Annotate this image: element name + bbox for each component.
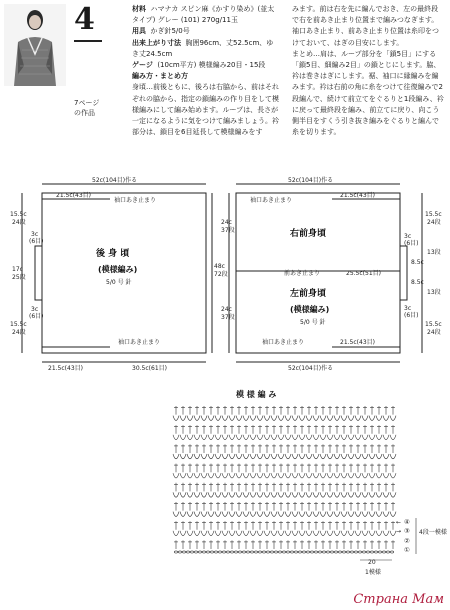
front-bottom-mark: 袖口あき止まり <box>262 339 305 346</box>
row-label-3: ③ <box>404 527 410 535</box>
row-label-4: ④ <box>404 518 410 526</box>
back-small-2: (6目) <box>29 238 44 245</box>
left-front-title: 左前身頃 <box>290 289 327 299</box>
size-line: 出来上がり寸法 胸囲96cm、丈52.5cm、ゆき丈24.5cm <box>132 38 274 58</box>
front-small-3: 3c <box>404 305 412 312</box>
back-hook: 5/0 号 針 <box>106 279 132 286</box>
finishing-text: まとめ…肩は、ループ部分を「鎖5目」にする「鎖5目、細編み2目」の鎖とじにします。脇、衿は巻きはぎにします。裾、袖口に縁編みを編みます。衿は右前の角に糸をつけて往復編みで2段編んで、続けて前立てをぐるりと1段編み、衿に戻って最終段を編み、前立てに戻り、向こう側半目をすくう引き抜き編みをぐるりと編んで糸を切ります。 <box>292 49 444 137</box>
repeat-label: 4段一模様 <box>419 529 447 536</box>
front-right-notch <box>400 246 407 300</box>
front-top-right: 21.5c(43目) <box>340 192 375 199</box>
row-arrow-3: → <box>396 528 402 535</box>
front-small-4: (6目) <box>404 312 419 319</box>
body-continued: みます。前は右を先に編んでおき、左の最終段で右を前あき止まり位置まで編みつなぎます。袖口あき止まり、前あき止まり位置は糸印をつけておいて、はぎの目安にします。 <box>292 5 439 47</box>
back-right-2: 37段 <box>221 227 235 234</box>
right-front-title: 右前身頃 <box>290 229 327 239</box>
back-right-5: 24c <box>221 306 232 313</box>
tools-line: 用具 かぎ針5/0号 <box>132 27 190 36</box>
gauge-line: ゲージ (10cm平方) 模様編み20目・15段 <box>132 61 266 70</box>
front-collar-mark: 袖口あき止まり <box>250 197 293 204</box>
back-small-4: (6目) <box>29 313 44 320</box>
instructions-column-2 <box>292 4 444 138</box>
back-bottom-mark: 袖口あき止まり <box>118 339 161 346</box>
back-left-notch <box>35 246 42 300</box>
back-top-mark: 袖口あき止まり <box>114 197 157 204</box>
front-small-1: 3c <box>404 233 412 240</box>
back-right-4: 72段 <box>214 271 228 278</box>
stitch-chart <box>160 400 450 580</box>
front-mid-width: 25.5c(51目) <box>346 270 381 277</box>
back-small-1: 3c <box>31 231 39 238</box>
base-count: 20 <box>368 559 376 566</box>
front-bottom-width: 52c(104目)作る <box>288 365 334 372</box>
front-side-6: 13段 <box>427 289 441 296</box>
front-side-1: 15.5c <box>425 211 442 218</box>
garment-schematics <box>0 176 450 382</box>
back-left-1: 15.5c <box>10 211 27 218</box>
base-label: 1模様 <box>365 569 381 576</box>
instructions-column-1 <box>132 4 280 138</box>
front-side-5: 8.5c <box>411 279 424 286</box>
back-left-2: 24段 <box>12 219 26 226</box>
method-heading: 編み方・まとめ方 <box>132 72 188 81</box>
back-sub: (模様編み) <box>98 265 138 274</box>
front-side-4: 8.5c <box>411 259 424 266</box>
back-title: 後 身 頃 <box>96 249 130 259</box>
front-small-2: (6目) <box>404 240 419 247</box>
front-side-2: 24段 <box>427 219 441 226</box>
back-top-left: 21.5c(43目) <box>56 192 91 199</box>
back-bottom-left: 21.5c(43目) <box>48 365 83 372</box>
page-ref-line: 7ページ <box>74 99 100 107</box>
front-top-width: 52c(104目)作る <box>288 177 334 184</box>
page-ref-sub: の作品 <box>74 109 95 117</box>
front-side-7: 15.5c <box>425 321 442 328</box>
model-photo <box>4 4 66 86</box>
back-right-6: 37段 <box>221 314 235 321</box>
back-small-3: 3c <box>31 306 39 313</box>
back-bottom-right: 30.5c(61目) <box>132 365 167 372</box>
back-left-4: 25段 <box>12 274 26 281</box>
page-reference <box>74 98 99 118</box>
pattern-number: 4 <box>74 2 95 37</box>
front-mid-mark: 前あき止まり <box>284 270 321 277</box>
front-bottom-right: 21.5c(43目) <box>340 339 375 346</box>
front-hook: 5/0 号 針 <box>300 319 326 326</box>
back-left-5: 15.5c <box>10 321 27 328</box>
front-sub: (模様編み) <box>290 305 330 314</box>
row-arrow-4: ← <box>396 519 402 526</box>
chart-title: 模 様 編 み <box>236 390 277 399</box>
number-underline <box>74 40 102 42</box>
front-side-8: 24段 <box>427 329 441 336</box>
method-body: 身頃…前後ともに、後ろは右脇から、前はそれぞれの脇から、指定の鎖編みの作り目をして模様編みにして編み始めます。ループは、長さが一定になるように気をつけて編みましょう。衿部分は、鎖目を6目延長して模様編みをす <box>132 83 279 137</box>
back-left-6: 24段 <box>12 329 26 336</box>
row-label-1: ① <box>404 546 410 554</box>
row-label-2: ② <box>404 537 410 545</box>
front-side-3: 13段 <box>427 249 441 256</box>
back-right-1: 24c <box>221 219 232 226</box>
back-left-3: 17c <box>12 266 23 273</box>
watermark: Страна Мам <box>353 592 444 607</box>
back-right-3: 48c <box>214 263 225 270</box>
materials-line: 材料 ハマナカ スピン麻《かすり染め》(並太タイプ) グレー (101) 270g/11玉 <box>132 5 275 25</box>
back-top-width: 52c(104目)作る <box>92 177 138 184</box>
